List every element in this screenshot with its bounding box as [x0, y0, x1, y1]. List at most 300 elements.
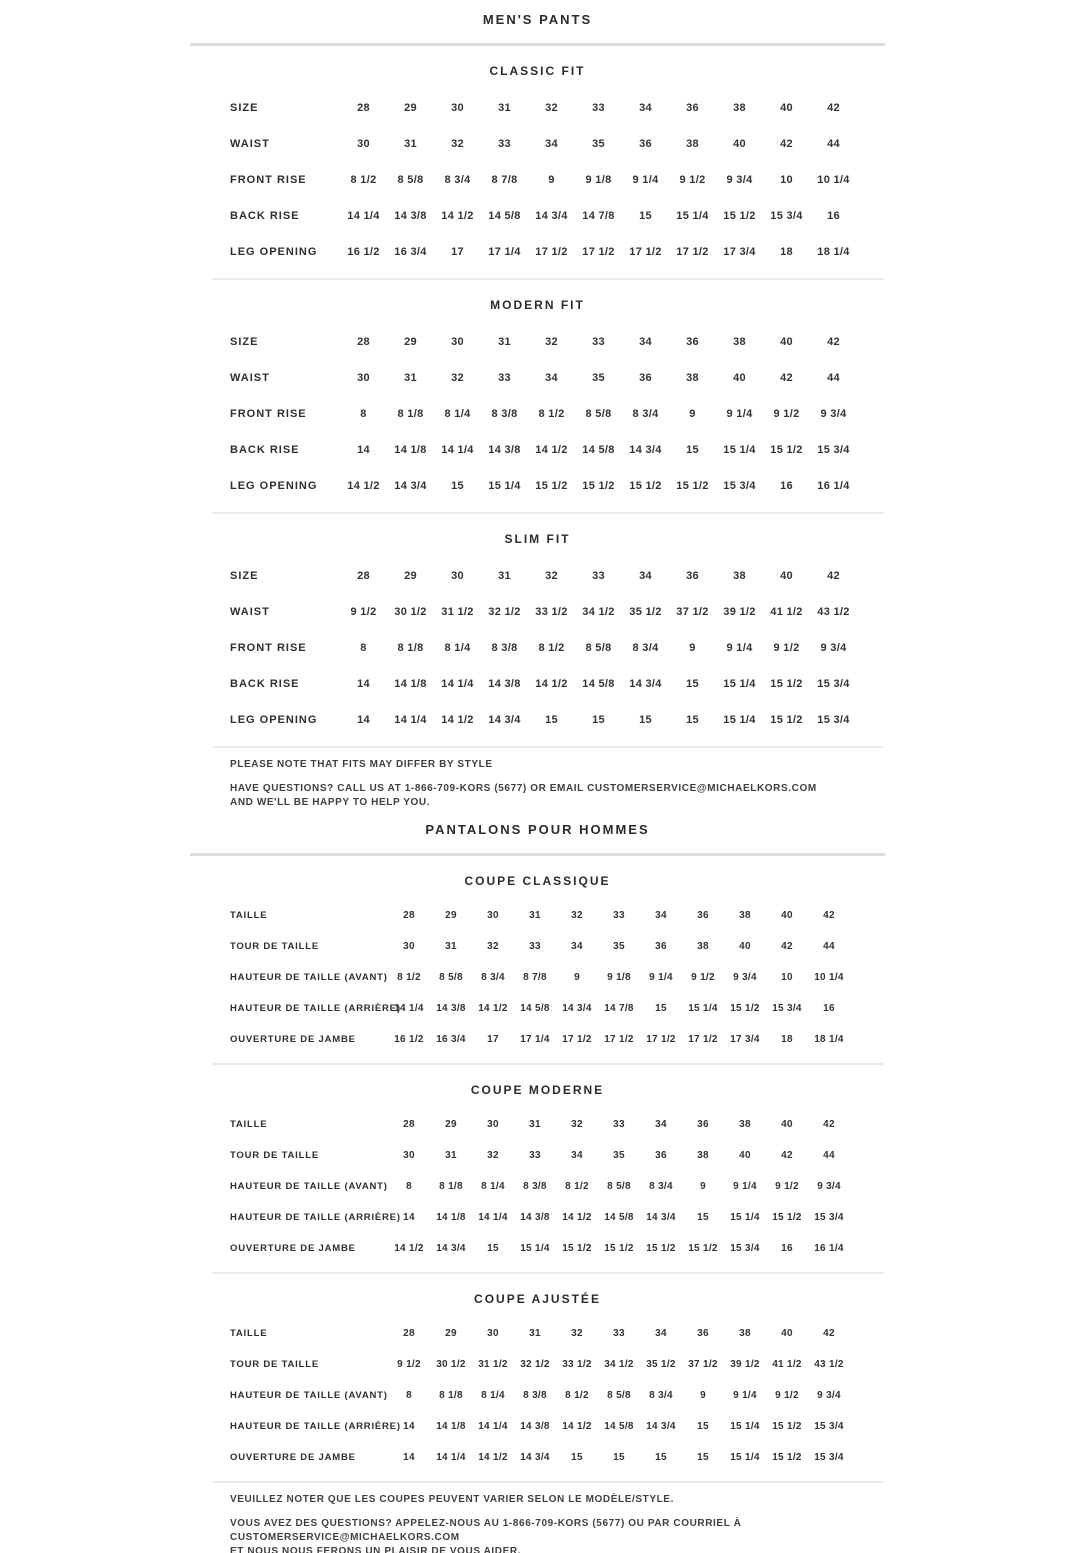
size-cell: 34 — [639, 336, 652, 348]
size-cell: 15 1/4 — [688, 1003, 718, 1014]
size-cell: 34 — [639, 570, 652, 582]
size-cell: 35 1/2 — [646, 1359, 676, 1370]
size-cell: 14 1/2 — [441, 210, 474, 222]
size-cell: 14 1/2 — [347, 480, 380, 492]
size-cell: 35 1/2 — [629, 606, 662, 618]
size-cell: 10 1/4 — [814, 972, 844, 983]
size-cell: 33 — [498, 138, 511, 150]
size-cell: 15 — [655, 1452, 667, 1463]
size-cell: 15 1/4 — [488, 480, 521, 492]
size-cell: 16 — [823, 1003, 835, 1014]
notes-en — [190, 758, 885, 810]
note-contact-en — [230, 782, 885, 810]
size-cell: 14 — [403, 1421, 415, 1432]
size-cell: 30 — [357, 138, 370, 150]
row-label: FRONT RISE — [230, 174, 307, 186]
row-label: BACK RISE — [230, 210, 300, 222]
size-cell: 32 — [487, 941, 499, 952]
size-cell: 15 1/2 — [582, 480, 615, 492]
size-table — [190, 558, 885, 738]
size-cell: 34 — [655, 910, 667, 921]
note-contact-fr-line1: VOUS AVEZ DES QUESTIONS? APPELEZ-NOUS AU 1-866-709-KORS (5677) OU PAR COURRIEL À CUSTOMERSERVICE@MICHAELKORS.COM — [230, 1518, 742, 1543]
size-cell: 8 1/4 — [444, 408, 471, 420]
size-cell: 9 1/4 — [733, 1181, 757, 1192]
size-cell: 31 — [529, 1328, 541, 1339]
size-cell: 36 — [686, 102, 699, 114]
size-cell: 15 1/4 — [723, 444, 756, 456]
size-cell: 14 1/4 — [441, 678, 474, 690]
size-cell: 10 1/4 — [817, 174, 850, 186]
fit-section-modern-fit — [190, 298, 885, 514]
size-cell: 9 1/2 — [350, 606, 377, 618]
size-cell: 40 — [780, 102, 793, 114]
size-cell: 42 — [781, 941, 793, 952]
size-cell: 40 — [780, 336, 793, 348]
size-cell: 14 3/8 — [394, 210, 427, 222]
section-divider — [212, 1272, 884, 1274]
size-cell: 14 — [357, 444, 370, 456]
size-cell: 36 — [655, 941, 667, 952]
size-cell: 32 — [545, 570, 558, 582]
size-cell: 38 — [697, 1150, 709, 1161]
size-cell: 15 1/2 — [723, 210, 756, 222]
size-chart-content — [190, 0, 885, 1553]
size-cell: 33 — [613, 1119, 625, 1130]
size-cell: 15 1/4 — [676, 210, 709, 222]
note-contact-fr — [230, 1517, 885, 1553]
size-cell: 29 — [445, 1119, 457, 1130]
size-table — [190, 1318, 885, 1473]
size-cell: 31 — [498, 336, 511, 348]
table-row-taille — [230, 1318, 885, 1349]
size-cell: 15 1/2 — [772, 1421, 802, 1432]
size-cell: 31 — [445, 941, 457, 952]
note-fit-disclaimer-en: PLEASE NOTE THAT FITS MAY DIFFER BY STYLE — [230, 759, 493, 770]
size-cell: 14 3/4 — [488, 714, 521, 726]
fit-heading-coupe-moderne: COUPE MODERNE — [470, 1083, 605, 1097]
size-cell: 14 3/4 — [535, 210, 568, 222]
row-label: FRONT RISE — [230, 642, 307, 654]
fit-section-slim-fit — [190, 532, 885, 748]
row-label: WAIST — [230, 372, 270, 384]
size-cell: 14 3/4 — [562, 1003, 592, 1014]
fit-heading-coupe-ajust-e: COUPE AJUSTÉE — [474, 1292, 601, 1306]
table-row-taille — [230, 900, 885, 931]
size-cell: 28 — [357, 570, 370, 582]
size-cell: 36 — [697, 1328, 709, 1339]
size-cell: 8 5/8 — [585, 408, 612, 420]
table-row-tour-de-taille — [230, 1140, 885, 1171]
row-label: TOUR DE TAILLE — [230, 1359, 319, 1370]
size-cell: 14 — [357, 714, 370, 726]
size-cell: 8 3/4 — [649, 1181, 673, 1192]
size-cell: 17 1/2 — [604, 1034, 634, 1045]
size-cell: 38 — [739, 1119, 751, 1130]
size-cell: 9 3/4 — [817, 1390, 841, 1401]
table-row-waist — [230, 126, 885, 162]
size-cell: 14 1/2 — [562, 1212, 592, 1223]
size-cell: 9 3/4 — [726, 174, 753, 186]
row-label: BACK RISE — [230, 678, 300, 690]
page-title-en: MEN'S PANTS — [482, 12, 593, 27]
size-cell: 8 3/4 — [649, 1390, 673, 1401]
size-cell: 14 5/8 — [604, 1421, 634, 1432]
size-cell: 14 1/4 — [394, 1003, 424, 1014]
size-cell: 40 — [781, 1119, 793, 1130]
size-cell: 15 1/2 — [770, 444, 803, 456]
row-label: HAUTEUR DE TAILLE (ARRIÈRE) — [230, 1212, 401, 1223]
size-cell: 15 1/2 — [772, 1452, 802, 1463]
size-cell: 18 — [781, 1034, 793, 1045]
size-cell: 40 — [781, 910, 793, 921]
size-cell: 30 1/2 — [394, 606, 427, 618]
fit-section-coupe-classique — [190, 874, 885, 1065]
size-cell: 32 — [571, 1328, 583, 1339]
size-cell: 15 3/4 — [814, 1421, 844, 1432]
size-cell: 15 1/2 — [770, 714, 803, 726]
size-cell: 42 — [780, 138, 793, 150]
size-cell: 34 — [545, 372, 558, 384]
section-divider — [212, 278, 884, 280]
size-cell: 15 — [697, 1452, 709, 1463]
size-table — [190, 1109, 885, 1264]
row-label: LEG OPENING — [230, 246, 318, 258]
size-cell: 31 — [529, 1119, 541, 1130]
size-cell: 8 3/8 — [491, 408, 518, 420]
size-cell: 35 — [592, 138, 605, 150]
size-cell: 8 1/2 — [565, 1390, 589, 1401]
size-cell: 15 1/2 — [772, 1212, 802, 1223]
size-cell: 32 1/2 — [520, 1359, 550, 1370]
size-cell: 14 1/4 — [436, 1452, 466, 1463]
row-label: HAUTEUR DE TAILLE (ARRIÈRE) — [230, 1421, 401, 1432]
size-cell: 9 1/2 — [773, 642, 800, 654]
size-cell: 8 5/8 — [607, 1390, 631, 1401]
french-size-tables — [190, 874, 885, 1483]
size-cell: 8 3/4 — [632, 408, 659, 420]
size-cell: 37 1/2 — [688, 1359, 718, 1370]
size-cell: 9 — [574, 972, 580, 983]
size-cell: 8 1/8 — [397, 642, 424, 654]
size-cell: 16 — [780, 480, 793, 492]
size-cell: 29 — [445, 910, 457, 921]
size-cell: 14 — [403, 1212, 415, 1223]
size-cell: 15 — [686, 714, 699, 726]
size-cell: 41 1/2 — [772, 1359, 802, 1370]
size-cell: 15 1/2 — [770, 678, 803, 690]
table-row-size — [230, 558, 885, 594]
size-cell: 38 — [733, 102, 746, 114]
size-cell: 8 1/2 — [538, 408, 565, 420]
size-cell: 15 1/4 — [723, 678, 756, 690]
size-cell: 32 1/2 — [488, 606, 521, 618]
size-cell: 38 — [697, 941, 709, 952]
row-label: TOUR DE TAILLE — [230, 1150, 319, 1161]
size-cell: 32 — [545, 336, 558, 348]
size-cell: 35 — [613, 941, 625, 952]
size-cell: 16 3/4 — [436, 1034, 466, 1045]
fit-section-classic-fit — [190, 64, 885, 280]
size-cell: 33 1/2 — [562, 1359, 592, 1370]
size-cell: 15 — [639, 714, 652, 726]
size-cell: 33 — [613, 910, 625, 921]
notes-fr — [190, 1493, 885, 1553]
size-cell: 15 — [571, 1452, 583, 1463]
size-cell: 8 3/8 — [523, 1390, 547, 1401]
size-cell: 14 3/4 — [646, 1212, 676, 1223]
size-table — [190, 900, 885, 1055]
size-cell: 9 1/8 — [607, 972, 631, 983]
size-cell: 9 — [700, 1181, 706, 1192]
size-cell: 42 — [827, 570, 840, 582]
size-cell: 31 — [498, 102, 511, 114]
size-cell: 18 — [780, 246, 793, 258]
size-cell: 8 7/8 — [523, 972, 547, 983]
size-cell: 15 3/4 — [723, 480, 756, 492]
size-cell: 15 3/4 — [814, 1452, 844, 1463]
size-cell: 15 — [686, 444, 699, 456]
size-cell: 8 7/8 — [491, 174, 518, 186]
row-label: TOUR DE TAILLE — [230, 941, 319, 952]
size-cell: 44 — [823, 1150, 835, 1161]
size-cell: 14 3/8 — [436, 1003, 466, 1014]
size-cell: 14 1/8 — [394, 678, 427, 690]
size-cell: 15 1/2 — [646, 1243, 676, 1254]
size-cell: 14 3/4 — [436, 1243, 466, 1254]
size-cell: 14 — [403, 1452, 415, 1463]
size-cell: 32 — [545, 102, 558, 114]
size-cell: 10 — [780, 174, 793, 186]
size-cell: 14 7/8 — [604, 1003, 634, 1014]
size-cell: 30 — [451, 570, 464, 582]
size-cell: 14 1/4 — [478, 1421, 508, 1432]
size-cell: 31 — [404, 372, 417, 384]
size-cell: 31 — [498, 570, 511, 582]
row-label: HAUTEUR DE TAILLE (AVANT) — [230, 972, 388, 983]
size-cell: 17 1/2 — [629, 246, 662, 258]
row-label: OUVERTURE DE JAMBE — [230, 1243, 356, 1254]
size-cell: 14 3/8 — [488, 444, 521, 456]
size-cell: 36 — [639, 372, 652, 384]
size-cell: 35 — [592, 372, 605, 384]
table-row-waist — [230, 360, 885, 396]
row-label: LEG OPENING — [230, 714, 318, 726]
size-cell: 14 3/4 — [646, 1421, 676, 1432]
size-cell: 17 1/2 — [582, 246, 615, 258]
note-contact-en-line1: HAVE QUESTIONS? CALL US AT 1-866-709-KORS (5677) OR EMAIL CUSTOMERSERVICE@MICHAELKORS.COM — [230, 783, 817, 794]
size-cell: 15 1/4 — [730, 1452, 760, 1463]
table-row-hauteur-de-taille-avant — [230, 962, 885, 993]
size-cell: 14 7/8 — [582, 210, 615, 222]
size-cell: 15 1/4 — [730, 1421, 760, 1432]
size-cell: 30 — [487, 1328, 499, 1339]
fit-heading-slim-fit: SLIM FIT — [504, 532, 571, 546]
size-cell: 15 1/2 — [688, 1243, 718, 1254]
size-cell: 14 5/8 — [604, 1212, 634, 1223]
size-cell: 8 1/2 — [565, 1181, 589, 1192]
row-label: FRONT RISE — [230, 408, 307, 420]
size-cell: 34 — [571, 941, 583, 952]
size-cell: 29 — [404, 102, 417, 114]
size-cell: 14 1/4 — [441, 444, 474, 456]
size-cell: 30 — [403, 1150, 415, 1161]
size-cell: 33 — [592, 336, 605, 348]
size-cell: 8 5/8 — [607, 1181, 631, 1192]
size-cell: 14 1/2 — [535, 678, 568, 690]
table-row-hauteur-de-taille-arri-re — [230, 993, 885, 1024]
row-label: TAILLE — [230, 910, 268, 921]
size-cell: 17 — [451, 246, 464, 258]
size-cell: 15 — [686, 678, 699, 690]
size-cell: 8 1/4 — [481, 1390, 505, 1401]
size-cell: 14 3/4 — [629, 678, 662, 690]
size-cell: 14 5/8 — [488, 210, 521, 222]
fit-heading-modern-fit: MODERN FIT — [490, 298, 585, 312]
size-cell: 9 1/2 — [773, 408, 800, 420]
size-cell: 29 — [445, 1328, 457, 1339]
size-cell: 33 — [529, 941, 541, 952]
size-cell: 39 1/2 — [723, 606, 756, 618]
size-cell: 42 — [823, 1119, 835, 1130]
size-cell: 36 — [697, 1119, 709, 1130]
size-cell: 16 1/2 — [394, 1034, 424, 1045]
size-cell: 15 3/4 — [817, 444, 850, 456]
size-cell: 31 — [404, 138, 417, 150]
size-cell: 17 1/2 — [688, 1034, 718, 1045]
size-cell: 15 3/4 — [772, 1003, 802, 1014]
size-cell: 34 — [655, 1119, 667, 1130]
row-label: TAILLE — [230, 1119, 268, 1130]
size-cell: 43 1/2 — [814, 1359, 844, 1370]
size-cell: 8 3/4 — [444, 174, 471, 186]
size-cell: 42 — [823, 910, 835, 921]
size-cell: 30 — [403, 941, 415, 952]
size-cell: 44 — [827, 372, 840, 384]
size-cell: 30 — [451, 336, 464, 348]
page-title-fr: PANTALONS POUR HOMMES — [425, 822, 650, 837]
size-cell: 14 1/4 — [478, 1212, 508, 1223]
table-row-back-rise — [230, 666, 885, 702]
size-cell: 9 1/4 — [726, 408, 753, 420]
size-cell: 8 — [406, 1181, 412, 1192]
table-row-front-rise — [230, 162, 885, 198]
size-cell: 8 5/8 — [397, 174, 424, 186]
size-cell: 18 1/4 — [817, 246, 850, 258]
size-cell: 38 — [739, 910, 751, 921]
size-cell: 8 3/4 — [632, 642, 659, 654]
table-row-leg-opening — [230, 234, 885, 270]
size-cell: 29 — [404, 570, 417, 582]
size-cell: 15 — [613, 1452, 625, 1463]
row-label: WAIST — [230, 606, 270, 618]
note-contact-en-line2: AND WE'LL BE HAPPY TO HELP YOU. — [230, 797, 431, 808]
size-cell: 17 1/2 — [676, 246, 709, 258]
size-cell: 30 — [357, 372, 370, 384]
size-cell: 31 — [445, 1150, 457, 1161]
size-cell: 42 — [780, 372, 793, 384]
size-cell: 39 1/2 — [730, 1359, 760, 1370]
size-cell: 35 — [613, 1150, 625, 1161]
fit-heading-classic-fit: CLASSIC FIT — [489, 64, 586, 78]
size-cell: 9 1/4 — [649, 972, 673, 983]
size-cell: 9 1/4 — [726, 642, 753, 654]
size-cell: 8 1/8 — [439, 1390, 463, 1401]
table-row-hauteur-de-taille-avant — [230, 1380, 885, 1411]
size-cell: 34 1/2 — [582, 606, 615, 618]
size-cell: 32 — [451, 138, 464, 150]
size-cell: 10 — [781, 972, 793, 983]
size-cell: 17 1/4 — [520, 1034, 550, 1045]
row-label: BACK RISE — [230, 444, 300, 456]
table-row-front-rise — [230, 396, 885, 432]
size-cell: 43 1/2 — [817, 606, 850, 618]
size-cell: 17 1/2 — [562, 1034, 592, 1045]
size-cell: 9 1/8 — [585, 174, 612, 186]
size-cell: 38 — [733, 336, 746, 348]
size-cell: 34 — [571, 1150, 583, 1161]
title-divider-fr — [190, 853, 885, 856]
size-cell: 28 — [403, 1328, 415, 1339]
section-divider — [212, 746, 884, 748]
size-cell: 15 — [697, 1421, 709, 1432]
size-cell: 15 3/4 — [817, 678, 850, 690]
size-cell: 40 — [781, 1328, 793, 1339]
size-cell: 17 3/4 — [730, 1034, 760, 1045]
size-cell: 14 1/2 — [394, 1243, 424, 1254]
size-cell: 14 5/8 — [582, 444, 615, 456]
size-cell: 32 — [451, 372, 464, 384]
size-cell: 9 1/4 — [733, 1390, 757, 1401]
size-cell: 15 1/2 — [535, 480, 568, 492]
size-cell: 14 3/8 — [520, 1212, 550, 1223]
table-row-front-rise — [230, 630, 885, 666]
size-cell: 14 3/4 — [520, 1452, 550, 1463]
size-cell: 14 5/8 — [520, 1003, 550, 1014]
row-label: HAUTEUR DE TAILLE (AVANT) — [230, 1390, 388, 1401]
size-cell: 9 3/4 — [733, 972, 757, 983]
note-contact-fr-line2: ET NOUS NOUS FERONS UN PLAISIR DE VOUS AIDER. — [230, 1546, 522, 1553]
size-cell: 8 1/2 — [397, 972, 421, 983]
size-cell: 18 1/4 — [814, 1034, 844, 1045]
table-row-size — [230, 90, 885, 126]
table-row-taille — [230, 1109, 885, 1140]
size-cell: 15 3/4 — [770, 210, 803, 222]
size-cell: 30 — [487, 910, 499, 921]
row-label: WAIST — [230, 138, 270, 150]
row-label: TAILLE — [230, 1328, 268, 1339]
table-row-hauteur-de-taille-avant — [230, 1171, 885, 1202]
size-cell: 40 — [733, 138, 746, 150]
size-cell: 9 — [700, 1390, 706, 1401]
size-cell: 8 5/8 — [585, 642, 612, 654]
size-cell: 31 — [529, 910, 541, 921]
size-cell: 33 — [592, 570, 605, 582]
size-cell: 9 3/4 — [820, 408, 847, 420]
size-cell: 30 — [451, 102, 464, 114]
size-cell: 32 — [571, 1119, 583, 1130]
size-cell: 31 1/2 — [478, 1359, 508, 1370]
size-cell: 33 1/2 — [535, 606, 568, 618]
size-cell: 34 — [545, 138, 558, 150]
size-cell: 33 — [613, 1328, 625, 1339]
size-cell: 14 — [357, 678, 370, 690]
size-cell: 42 — [781, 1150, 793, 1161]
size-cell: 16 1/2 — [347, 246, 380, 258]
size-table — [190, 324, 885, 504]
size-cell: 8 3/8 — [523, 1181, 547, 1192]
size-cell: 15 — [697, 1212, 709, 1223]
table-row-leg-opening — [230, 702, 885, 738]
